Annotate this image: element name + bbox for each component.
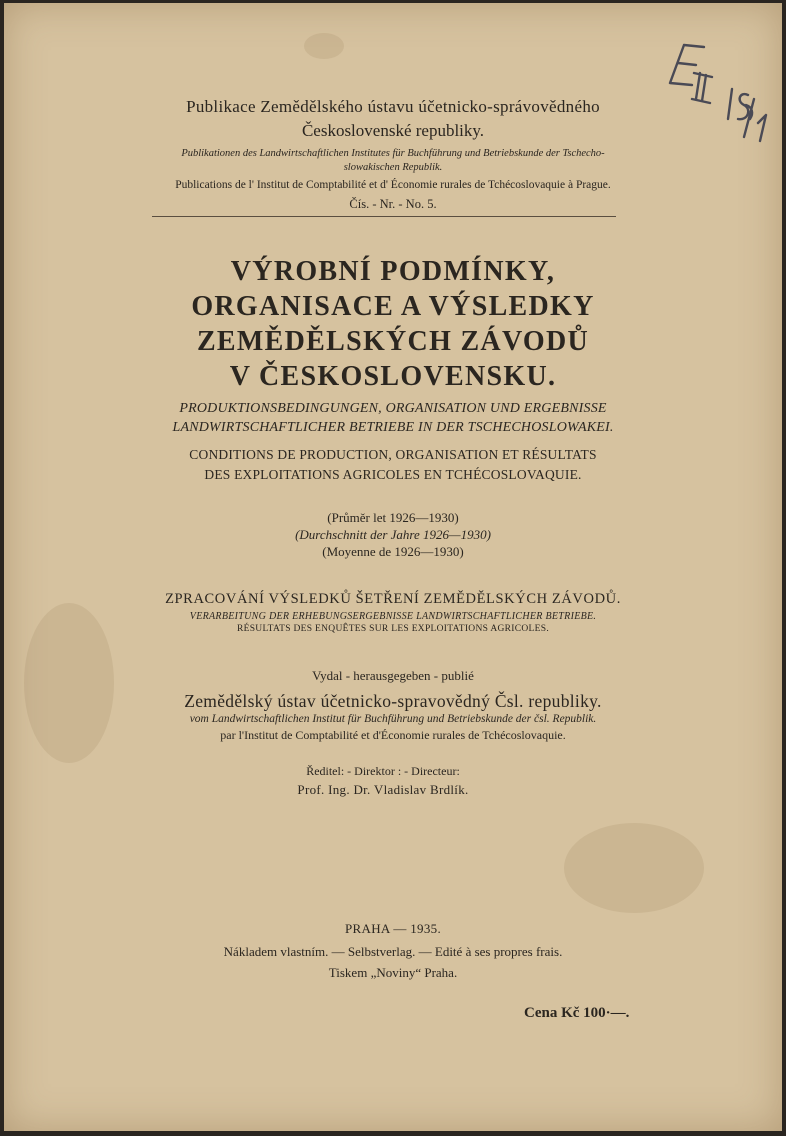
title-line4: V ČESKOSLOVENSKU. [229,361,557,392]
series-title-cz-line2: Československé republiky. [301,121,485,140]
imprint-place-year: PRAHA — 1935. [345,921,441,936]
average-de: (Durchschnitt der Jahre 1926—1930) [295,527,491,542]
issued-by-label: Vydal - herausgegeben - publié [312,668,474,683]
average-cz: (Průměr let 1926—1930) [327,510,459,525]
processing-fr: RÉSULTATS DES ENQUÊTES SUR LES EXPLOITATIONS AGRICOLES. [236,624,550,634]
subtitle-fr-line2: DES EXPLOITATIONS AGRICOLES EN TCHÉCOSLOVAQUIE. [204,467,582,482]
series-title-de-line1: Publikationen des Landwirtschaftlichen Institutes für Buchführung und Betriebskunde der Tschecho- [181,148,605,159]
series-title-fr: Publications de l' Institut de Comptabilité et d' Économie rurales de Tchécoslovaquie à Prague. [175,179,611,191]
book-cover-page [4,3,782,1131]
processing-de: VERARBEITUNG DER ERHEBUNGSERGEBNISSE LANDWIRTSCHAFTLICHER BETRIEBE. [189,611,597,622]
paper-stain [564,823,704,913]
paper-stain [304,33,344,59]
divider [152,216,616,217]
title-line1: VÝROBNÍ PODMÍNKY, [230,256,556,287]
imprint-cost: Nákladem vlastním. — Selbstverlag. — Edité à ses propres frais. [223,944,563,959]
subtitle-fr-line1: CONDITIONS DE PRODUCTION, ORGANISATION ET RÉSULTATS [189,447,597,462]
series-number: Čís. - Nr. - No. 5. [349,197,437,211]
issuer-fr: par l'Institut de Comptabilité et d'Économie rurales de Tchécoslovaquie. [220,728,566,742]
issuer-de: vom Landwirtschaftlichen Institut für Buchführung und Betriebskunde der čsl. Republik. [189,713,597,725]
imprint-printer: Tiskem „Noviny“ Praha. [328,965,458,980]
title-line2: ORGANISACE A VÝSLEDKY [191,291,595,322]
average-fr: (Moyenne de 1926—1930) [322,544,464,559]
series-title-cz-line1: Publikace Zemědělského ústavu účetnicko-správovědného [186,97,600,116]
title-line3: ZEMĚDĚLSKÝCH ZÁVODŮ [196,326,590,357]
subtitle-de-line1: PRODUKTIONSBEDINGUNGEN, ORGANISATION UND ERGEBNISSE [179,401,607,416]
price-label: Cena Kč 100·—. [524,1005,630,1021]
series-title-de-line2: slowakischen Republik. [343,162,443,173]
subtitle-de-line2: LANDWIRTSCHAFTLICHER BETRIEBE IN DER TSCHECHOSLOWAKEI. [172,420,614,435]
issuer-cz: Zemědělský ústav účetnicko-spravovědný Čsl. republiky. [184,691,602,711]
processing-cz: ZPRACOVÁNÍ VÝSLEDKŮ ŠETŘENÍ ZEMĚDĚLSKÝCH ZÁVODŮ. [165,591,621,607]
director-name: Prof. Ing. Dr. Vladislav Brdlík. [297,782,469,797]
director-label: Ředitel: - Direktor : - Directeur: [306,764,460,778]
